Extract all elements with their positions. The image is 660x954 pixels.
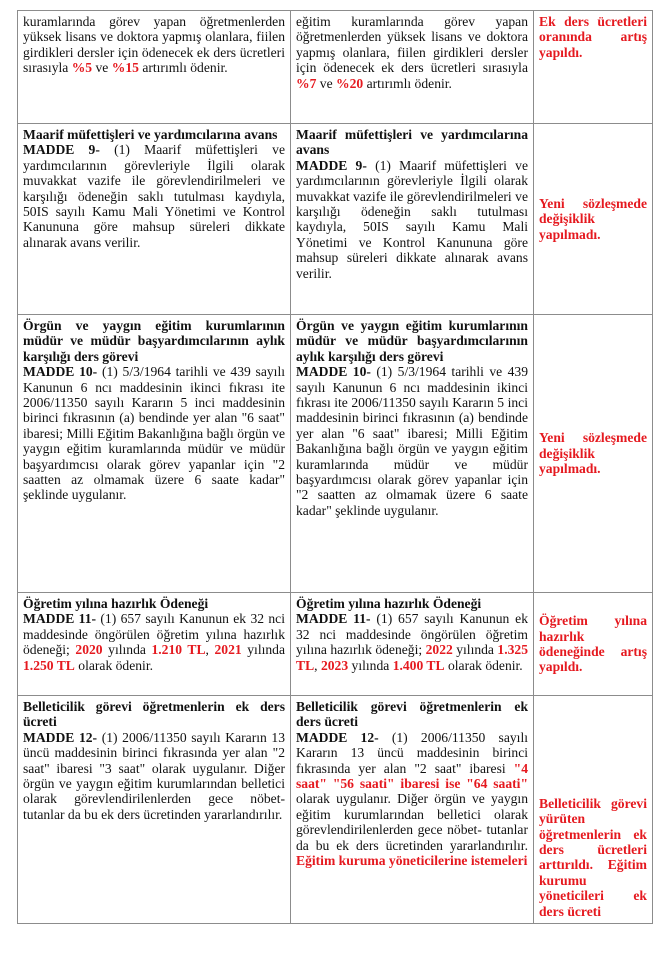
comparison-table: [17, 10, 653, 924]
change-note: Yeni sözleşmede değişiklik yapılmadı.: [539, 195, 647, 242]
article-number: MADDE 12-: [23, 729, 98, 745]
new-text-cell: [291, 593, 534, 696]
year-value: 2020: [75, 642, 103, 658]
article-body: olarak ödenir.: [444, 657, 523, 673]
change-note-cell: [534, 696, 653, 924]
article-number: MADDE 11-: [296, 611, 371, 627]
year-value: 2021: [214, 642, 242, 658]
table-row: [18, 593, 653, 696]
old-text-cell: [18, 11, 291, 124]
article-title: Maarif müfettişleri ve yardımcılarına avans: [23, 127, 278, 142]
change-note-cell: [534, 11, 653, 124]
article-title: Örgün ve yaygın eğitim kurumlarının müdür ve müdür başyardımcılarının aylık karşılığı ders görevi: [296, 318, 528, 364]
new-text-cell: [291, 696, 534, 924]
amount-value: 1.250 TL: [23, 657, 75, 673]
article-body: (1) 657 sayılı Kanunun ek 32 nci maddesinde öngörülen öğretim yılına hazırlık ödeneği;: [23, 611, 285, 658]
new-rate-value: %20: [336, 75, 364, 91]
old-text: ve: [92, 60, 112, 76]
article-body: yılında: [102, 642, 152, 658]
old-rate-value: %5: [71, 60, 93, 76]
new-text-cell: [291, 315, 534, 593]
new-text: ve: [316, 75, 337, 91]
change-note-cell: [534, 315, 653, 593]
table-row: [18, 124, 653, 315]
year-value: 2023: [320, 657, 349, 673]
article-number: MADDE 11-: [23, 611, 97, 627]
table-row: [18, 696, 653, 924]
changed-phrase: Eğitim kuruma yöneticilerine istemeleri: [296, 853, 528, 869]
article-title: Maarif müfettişleri ve yardımcılarına avans: [296, 127, 528, 158]
article-body: olarak ödenir.: [74, 657, 154, 673]
old-text: artırımlı ödenir.: [138, 60, 228, 76]
amount-value: 1.400 TL: [392, 657, 445, 673]
article-body: ,: [205, 642, 215, 658]
new-text: artırımlı ödenir.: [363, 75, 452, 91]
table-row: [18, 315, 653, 593]
old-text-cell: [18, 593, 291, 696]
article-body: yılında: [241, 642, 285, 658]
article-body: (1) Maarif müfettişleri ve yardımcılarının görevleriyle İlgili olarak muvakkat vazife ile görevlendirilmeleri ve karşılığı ödeneğin saklı tutulması kaydıyla, 50IS sayılı Kamu Mali Yönetimi ve Kontrol Kanununa göre mahsup süreleri dikkate alınarak avans verilir.: [296, 157, 528, 281]
change-note: Öğretim yılına hazırlık ödeneğinde artış yapıldı.: [539, 613, 647, 675]
article-title: Belleticilik görevi öğretmenlerin ek ders ücreti: [296, 699, 528, 730]
old-text-cell: [18, 124, 291, 315]
change-note-cell: [534, 593, 653, 696]
old-text-cell: [18, 315, 291, 593]
article-body: (1) 2006/11350 sayılı Kararın 13 üncü maddesinin birinci fıkrasında yer alan "2 saat" ibaresi "3 saat" olarak uygulanır. Diğer örgün ve yaygın eğitim kurumlarından belletici olarak görevlendirilenlerden gece nöbet- tutanlar da bu ek ders ücretinden yararlandırılır.: [23, 729, 286, 822]
changed-phrase: "4 saat" "56 saati" ibaresi ise "64 saati": [296, 760, 528, 792]
article-body: (1) 5/3/1964 tarihli ve 439 sayılı Kanunun 6 ncı maddesinin ikinci fıkrası ite 2006/11350 sayılı Kararın 5 inci maddesinin birinci fıkrasının (a) bendinde yer alan "6 saat" ibaresi; Milli Eğitim Bakanlığına bağlı örgün ve yaygın eğitim kuramlarında müdür ve müdür başyardımcısı olarak görev yapanlar için "2 saatten az olmamak üzere 6 saate kadar" şeklinde uygulanır.: [23, 364, 285, 503]
old-text: kuramlarında görev yapan öğretmenlerden yüksek lisans ve doktora yapmış olanlara, fiilen girdikleri dersler için ödenecek ek ders ücretleri sırasıyla: [23, 14, 285, 76]
article-body: (1) 657 sayılı Kanunun ek 32 nci maddesinde öngörülen öğretim yılına hazırlık ödeneği;: [296, 611, 528, 658]
article-number: MADDE 9-: [23, 142, 100, 158]
amount-value: 1.325 TL: [296, 642, 528, 673]
old-text-cell: [18, 696, 291, 924]
change-note: Ek ders ücretleri oranında artış yapıldı.: [539, 14, 647, 60]
new-text-cell: [291, 124, 534, 315]
table-row: [18, 11, 653, 124]
change-note: Belleticilik görevi yürüten öğretmenlerin ek ders ücretleri arttırıldı. Eğitim kurumu yöneticileri ek ders ücreti: [539, 795, 647, 919]
change-note: Yeni sözleşmede değişiklik yapılmadı.: [539, 430, 647, 477]
article-number: MADDE 9-: [296, 157, 367, 173]
article-body: olarak uygulanır. Diğer örgün ve yaygın eğitim kurumlarından belletici olarak görevlendirilenlerden gece nöbet- tutanlar da bu ek ders ücretinden yararlandırılır.: [296, 791, 528, 853]
article-number: MADDE 10-: [23, 364, 98, 380]
new-text: eğitim kuramlarında görev yapan öğretmenlerden yüksek lisans ve doktora yapmış olanlara, fiilen girdikleri dersler için ödenecek ek ders ücretleri sırasıyla: [296, 14, 528, 76]
article-body: yılında: [348, 657, 393, 673]
new-rate-value: %7: [296, 75, 317, 91]
article-title: Öğretim yılına hazırlık Ödeneği: [23, 596, 209, 611]
article-body: yılında: [452, 642, 498, 658]
year-value: 2022: [425, 642, 453, 658]
amount-value: 1.210 TL: [151, 642, 206, 658]
change-note-cell: [534, 124, 653, 315]
article-title: Örgün ve yaygın eğitim kurumlarının müdür ve müdür başyardımcılarının aylık karşılığı ders görevi: [23, 318, 285, 364]
article-title: Belleticilik görevi öğretmenlerin ek ders ücreti: [23, 699, 285, 730]
article-body: (1) Maarif müfettişleri ve yardımcılarının görevleriyle İlgili olarak muvakkat vazife ile görevlendirilmeleri ve karşılığı ödeneğin saklı tutulması kaydıyla, 50IS sayılı Kamu Mali Yönetimi ve Kontrol Kanununa göre mahsup süreleri dikkate alınarak avans verilir.: [23, 142, 285, 250]
old-rate-value: %15: [111, 60, 139, 76]
article-number: MADDE 10-: [296, 364, 371, 380]
article-body: ,: [314, 657, 321, 673]
article-body: (1) 5/3/1964 tarihli ve 439 sayılı Kanunun 6 ncı maddesinin ikinci fıkrası ite 2006/11350 sayılı Kararın 5 inci maddesinin birinci fıkrasının (a) bendinde yer alan "6 saat" ibaresi; Milli Eğitim Bakanlığına bağlı örgün ve yaygın eğitim kuramlarında müdür ve müdür başyardımcısı olarak görev yapanlar için "2 saatten az olmamak üzere 6 saate kadar" şeklinde uygulanır.: [296, 364, 528, 518]
article-body: (1) 2006/11350 sayılı Kararın 13 üncü maddesinin birinci fıkrasında yer alan "2 saat" ibaresi: [296, 729, 528, 776]
new-text-cell: [291, 11, 534, 124]
article-number: MADDE 12-: [296, 729, 379, 745]
article-title: Öğretim yılına hazırlık Ödeneği: [296, 596, 482, 611]
